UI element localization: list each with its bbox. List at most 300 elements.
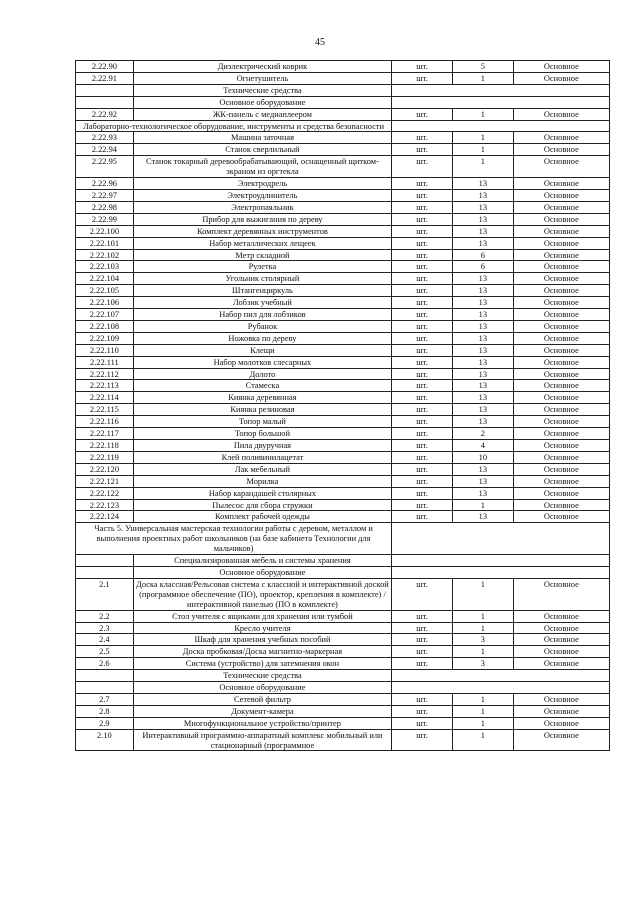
table-row	[76, 72, 610, 84]
item-name: Прибор для выжигания по дереву	[133, 213, 391, 225]
item-category: Основное	[513, 634, 609, 646]
table-row	[76, 646, 610, 658]
item-unit: шт.	[392, 201, 453, 213]
table-row	[76, 404, 610, 416]
table-row	[76, 693, 610, 705]
table-row	[76, 416, 610, 428]
item-unit: шт.	[392, 285, 453, 297]
item-quantity: 13	[452, 178, 513, 190]
item-quantity: 13	[452, 297, 513, 309]
item-name: Система (устройство) для затемнения окон	[133, 658, 391, 670]
item-number: 2.22.122	[76, 487, 134, 499]
item-category: Основное	[513, 404, 609, 416]
item-number: 2.22.113	[76, 380, 134, 392]
table-row	[76, 368, 610, 380]
item-unit: шт.	[392, 225, 453, 237]
item-category: Основное	[513, 178, 609, 190]
item-name: Киянка резиновая	[133, 404, 391, 416]
item-category: Основное	[513, 463, 609, 475]
table-row	[76, 201, 610, 213]
item-category: Основное	[513, 225, 609, 237]
item-quantity: 13	[452, 201, 513, 213]
table-row	[76, 249, 610, 261]
item-category: Основное	[513, 610, 609, 622]
item-name: Ножовка по дереву	[133, 332, 391, 344]
item-quantity: 1	[452, 717, 513, 729]
item-name: Рубанок	[133, 320, 391, 332]
item-unit: шт.	[392, 463, 453, 475]
item-name: Электродрель	[133, 178, 391, 190]
item-unit: шт.	[392, 332, 453, 344]
table-row	[76, 297, 610, 309]
item-name: Клей поливинилацетат	[133, 451, 391, 463]
item-name: Комплект рабочей одежды	[133, 511, 391, 523]
item-category: Основное	[513, 332, 609, 344]
item-quantity: 3	[452, 634, 513, 646]
item-unit: шт.	[392, 705, 453, 717]
item-unit: шт.	[392, 511, 453, 523]
item-name: Пылесос для сбора стружки	[133, 499, 391, 511]
item-number: 2.22.120	[76, 463, 134, 475]
item-quantity: 13	[452, 213, 513, 225]
item-name: Интерактивный программно-аппаратный комплекс мобильный или стационарный (программное	[133, 729, 391, 751]
item-name: Шкаф для хранения учебных пособий	[133, 634, 391, 646]
item-number: 2.5	[76, 646, 134, 658]
item-unit: шт.	[392, 392, 453, 404]
table-row	[76, 658, 610, 670]
item-unit: шт.	[392, 658, 453, 670]
section-row	[76, 523, 610, 555]
item-quantity: 1	[452, 499, 513, 511]
item-category: Основное	[513, 144, 609, 156]
item-unit: шт.	[392, 729, 453, 751]
item-number: 2.22.112	[76, 368, 134, 380]
section-empty-cell	[392, 555, 610, 567]
item-category: Основное	[513, 285, 609, 297]
item-name: Набор карандашей столярных	[133, 487, 391, 499]
item-number: 2.22.104	[76, 273, 134, 285]
section-row	[76, 120, 610, 132]
item-quantity: 4	[452, 440, 513, 452]
item-unit: шт.	[392, 499, 453, 511]
item-name: Машина заточная	[133, 132, 391, 144]
item-category: Основное	[513, 717, 609, 729]
item-name: Клещи	[133, 344, 391, 356]
item-quantity: 3	[452, 658, 513, 670]
item-category: Основное	[513, 392, 609, 404]
item-quantity: 13	[452, 392, 513, 404]
item-number: 2.22.118	[76, 440, 134, 452]
item-name: Станок токарный деревообрабатывающий, оснащенный щитком-экраном из оргтекла	[133, 156, 391, 178]
item-number: 2.22.108	[76, 320, 134, 332]
item-unit: шт.	[392, 380, 453, 392]
section-number-cell	[76, 84, 134, 96]
item-quantity: 6	[452, 249, 513, 261]
item-name: Станок сверлильный	[133, 144, 391, 156]
item-category: Основное	[513, 261, 609, 273]
item-number: 2.22.116	[76, 416, 134, 428]
section-row	[76, 670, 610, 682]
item-number: 2.22.95	[76, 156, 134, 178]
item-category: Основное	[513, 249, 609, 261]
item-number: 2.22.121	[76, 475, 134, 487]
item-number: 2.22.123	[76, 499, 134, 511]
item-name: Пила двуручная	[133, 440, 391, 452]
item-quantity: 13	[452, 309, 513, 321]
item-category: Основное	[513, 201, 609, 213]
item-number: 2.22.106	[76, 297, 134, 309]
item-category: Основное	[513, 499, 609, 511]
item-category: Основное	[513, 622, 609, 634]
section-row	[76, 96, 610, 108]
item-number: 2.22.94	[76, 144, 134, 156]
table-row	[76, 320, 610, 332]
item-number: 2.22.110	[76, 344, 134, 356]
item-number: 2.7	[76, 693, 134, 705]
item-number: 2.22.114	[76, 392, 134, 404]
table-row	[76, 144, 610, 156]
item-category: Основное	[513, 451, 609, 463]
item-unit: шт.	[392, 693, 453, 705]
item-quantity: 1	[452, 108, 513, 120]
item-name: Лобзик учебный	[133, 297, 391, 309]
section-empty-cell	[392, 120, 610, 132]
item-number: 2.22.98	[76, 201, 134, 213]
item-category: Основное	[513, 428, 609, 440]
item-category: Основное	[513, 578, 609, 610]
item-category: Основное	[513, 646, 609, 658]
item-quantity: 10	[452, 451, 513, 463]
page-number: 45	[315, 37, 325, 48]
table-row	[76, 344, 610, 356]
item-number: 2.3	[76, 622, 134, 634]
item-name: Набор молотков слесарных	[133, 356, 391, 368]
item-category: Основное	[513, 368, 609, 380]
item-number: 2.22.111	[76, 356, 134, 368]
section-row	[76, 84, 610, 96]
item-name: Многофункциональное устройство/принтер	[133, 717, 391, 729]
item-category: Основное	[513, 320, 609, 332]
section-number-cell	[76, 566, 134, 578]
table-row	[76, 578, 610, 610]
section-title: Технические средства	[133, 84, 391, 96]
item-unit: шт.	[392, 297, 453, 309]
item-category: Основное	[513, 213, 609, 225]
item-name: Метр складной	[133, 249, 391, 261]
section-title: Основное оборудование	[133, 682, 391, 694]
item-name: Долото	[133, 368, 391, 380]
item-quantity: 2	[452, 428, 513, 440]
item-category: Основное	[513, 108, 609, 120]
item-name: ЖК-панель с медиаплеером	[133, 108, 391, 120]
item-unit: шт.	[392, 273, 453, 285]
section-empty-cell	[392, 84, 610, 96]
item-unit: шт.	[392, 622, 453, 634]
item-category: Основное	[513, 356, 609, 368]
section-row	[76, 566, 610, 578]
section-number-cell	[76, 555, 134, 567]
item-unit: шт.	[392, 440, 453, 452]
item-name: Топор большой	[133, 428, 391, 440]
item-quantity: 13	[452, 285, 513, 297]
item-quantity: 13	[452, 475, 513, 487]
item-quantity: 13	[452, 344, 513, 356]
item-unit: шт.	[392, 213, 453, 225]
item-category: Основное	[513, 297, 609, 309]
item-name: Диэлектрический коврик	[133, 61, 391, 73]
item-category: Основное	[513, 309, 609, 321]
table-row	[76, 356, 610, 368]
item-category: Основное	[513, 729, 609, 751]
item-quantity: 13	[452, 189, 513, 201]
item-quantity: 1	[452, 729, 513, 751]
section-empty-cell	[392, 523, 610, 555]
item-number: 2.22.91	[76, 72, 134, 84]
table-row	[76, 499, 610, 511]
item-unit: шт.	[392, 237, 453, 249]
item-name: Топор малый	[133, 416, 391, 428]
section-number-cell	[76, 682, 134, 694]
item-category: Основное	[513, 189, 609, 201]
table-row	[76, 213, 610, 225]
item-quantity: 13	[452, 511, 513, 523]
item-number: 2.22.124	[76, 511, 134, 523]
item-unit: шт.	[392, 249, 453, 261]
item-number: 2.22.93	[76, 132, 134, 144]
item-unit: шт.	[392, 178, 453, 190]
table-row	[76, 309, 610, 321]
item-unit: шт.	[392, 189, 453, 201]
item-name: Электроудлинитель	[133, 189, 391, 201]
table-row	[76, 61, 610, 73]
item-quantity: 13	[452, 368, 513, 380]
item-name: Угольник столярный	[133, 273, 391, 285]
item-quantity: 13	[452, 380, 513, 392]
item-name: Набор пил для лобзиков	[133, 309, 391, 321]
item-name: Набор металлических лещеек	[133, 237, 391, 249]
item-quantity: 1	[452, 622, 513, 634]
item-quantity: 1	[452, 693, 513, 705]
table-row	[76, 380, 610, 392]
item-number: 2.22.105	[76, 285, 134, 297]
item-quantity: 1	[452, 610, 513, 622]
item-quantity: 6	[452, 261, 513, 273]
item-quantity: 1	[452, 144, 513, 156]
item-number: 2.22.101	[76, 237, 134, 249]
table-row	[76, 332, 610, 344]
item-category: Основное	[513, 237, 609, 249]
item-number: 2.1	[76, 578, 134, 610]
item-unit: шт.	[392, 428, 453, 440]
table-row	[76, 440, 610, 452]
item-name: Кресло учителя	[133, 622, 391, 634]
section-title: Лабораторно-технологическое оборудование, инструменты и средства безопасности	[76, 120, 392, 132]
item-quantity: 13	[452, 320, 513, 332]
item-number: 2.22.103	[76, 261, 134, 273]
item-name: Стамеска	[133, 380, 391, 392]
item-category: Основное	[513, 487, 609, 499]
item-number: 2.22.107	[76, 309, 134, 321]
item-quantity: 1	[452, 646, 513, 658]
table-row	[76, 132, 610, 144]
table-row	[76, 108, 610, 120]
item-unit: шт.	[392, 356, 453, 368]
item-name: Доска пробковая/Доска магнитно-маркерная	[133, 646, 391, 658]
section-title: Часть 5. Универсальная мастерская технологии работы с деревом, металлом и выполнения проектных работ школьников (на базе кабинета Технологии для мальчиков)	[76, 523, 392, 555]
item-quantity: 13	[452, 416, 513, 428]
item-number: 2.22.90	[76, 61, 134, 73]
section-number-cell	[76, 96, 134, 108]
table-row	[76, 285, 610, 297]
item-name: Сетевой фильтр	[133, 693, 391, 705]
item-name: Электропаяльник	[133, 201, 391, 213]
item-name: Киянка деревянная	[133, 392, 391, 404]
table-row	[76, 178, 610, 190]
item-number: 2.2	[76, 610, 134, 622]
item-name: Лак мебельный	[133, 463, 391, 475]
item-number: 2.9	[76, 717, 134, 729]
table-row	[76, 273, 610, 285]
table-row	[76, 463, 610, 475]
item-unit: шт.	[392, 475, 453, 487]
table-row	[76, 189, 610, 201]
item-name: Огнетушитель	[133, 72, 391, 84]
item-name: Доска классная/Рельсовая система с классной и интерактивной доской (программное обеспечение (ПО), проектор, крепления в комплекте) / интерактивной панелью (ПО в комплекте)	[133, 578, 391, 610]
table-row	[76, 261, 610, 273]
item-unit: шт.	[392, 344, 453, 356]
table-row	[76, 225, 610, 237]
item-number: 2.22.92	[76, 108, 134, 120]
item-unit: шт.	[392, 451, 453, 463]
table-row	[76, 428, 610, 440]
item-name: Стол учителя с ящиками для хранения или тумбой	[133, 610, 391, 622]
item-number: 2.22.117	[76, 428, 134, 440]
item-unit: шт.	[392, 416, 453, 428]
item-quantity: 13	[452, 487, 513, 499]
section-title: Основное оборудование	[133, 566, 391, 578]
item-category: Основное	[513, 273, 609, 285]
item-quantity: 13	[452, 463, 513, 475]
item-category: Основное	[513, 416, 609, 428]
item-quantity: 13	[452, 332, 513, 344]
item-category: Основное	[513, 72, 609, 84]
section-title: Специализированная мебель и системы хранения	[133, 555, 391, 567]
item-name: Морилка	[133, 475, 391, 487]
item-name: Комплект деревянных инструментов	[133, 225, 391, 237]
table-row	[76, 156, 610, 178]
item-category: Основное	[513, 511, 609, 523]
item-number: 2.22.96	[76, 178, 134, 190]
table-row	[76, 237, 610, 249]
table-row	[76, 610, 610, 622]
item-unit: шт.	[392, 610, 453, 622]
section-empty-cell	[392, 566, 610, 578]
item-unit: шт.	[392, 72, 453, 84]
table-row	[76, 487, 610, 499]
item-unit: шт.	[392, 404, 453, 416]
item-category: Основное	[513, 380, 609, 392]
item-quantity: 1	[452, 132, 513, 144]
item-unit: шт.	[392, 61, 453, 73]
item-quantity: 13	[452, 225, 513, 237]
item-unit: шт.	[392, 156, 453, 178]
section-title: Основное оборудование	[133, 96, 391, 108]
section-row	[76, 555, 610, 567]
item-number: 2.22.97	[76, 189, 134, 201]
item-category: Основное	[513, 132, 609, 144]
table-row	[76, 729, 610, 751]
item-unit: шт.	[392, 368, 453, 380]
section-empty-cell	[392, 96, 610, 108]
item-quantity: 13	[452, 356, 513, 368]
table-row	[76, 392, 610, 404]
item-name: Штангенциркуль	[133, 285, 391, 297]
item-name: Документ-камера	[133, 705, 391, 717]
item-quantity: 5	[452, 61, 513, 73]
item-category: Основное	[513, 693, 609, 705]
item-number: 2.22.99	[76, 213, 134, 225]
item-unit: шт.	[392, 108, 453, 120]
item-category: Основное	[513, 156, 609, 178]
item-quantity: 1	[452, 156, 513, 178]
table-row	[76, 622, 610, 634]
equipment-table	[75, 60, 610, 751]
item-quantity: 1	[452, 578, 513, 610]
section-title: Технические средства	[133, 670, 391, 682]
item-category: Основное	[513, 61, 609, 73]
item-name: Рулетка	[133, 261, 391, 273]
item-unit: шт.	[392, 309, 453, 321]
item-number: 2.6	[76, 658, 134, 670]
item-unit: шт.	[392, 717, 453, 729]
table-row	[76, 634, 610, 646]
item-number: 2.22.115	[76, 404, 134, 416]
item-number: 2.8	[76, 705, 134, 717]
item-number: 2.4	[76, 634, 134, 646]
item-number: 2.10	[76, 729, 134, 751]
item-category: Основное	[513, 658, 609, 670]
item-quantity: 13	[452, 404, 513, 416]
item-number: 2.22.109	[76, 332, 134, 344]
item-number: 2.22.102	[76, 249, 134, 261]
item-quantity: 13	[452, 237, 513, 249]
table-row	[76, 475, 610, 487]
item-quantity: 13	[452, 273, 513, 285]
item-category: Основное	[513, 440, 609, 452]
item-unit: шт.	[392, 320, 453, 332]
section-empty-cell	[392, 670, 610, 682]
item-unit: шт.	[392, 487, 453, 499]
table-row	[76, 717, 610, 729]
table-row	[76, 705, 610, 717]
section-empty-cell	[392, 682, 610, 694]
item-quantity: 1	[452, 705, 513, 717]
item-number: 2.22.100	[76, 225, 134, 237]
section-row	[76, 682, 610, 694]
section-number-cell	[76, 670, 134, 682]
table-row	[76, 451, 610, 463]
item-category: Основное	[513, 344, 609, 356]
item-unit: шт.	[392, 578, 453, 610]
item-unit: шт.	[392, 646, 453, 658]
item-category: Основное	[513, 705, 609, 717]
item-unit: шт.	[392, 261, 453, 273]
table-row	[76, 511, 610, 523]
item-category: Основное	[513, 475, 609, 487]
item-number: 2.22.119	[76, 451, 134, 463]
item-unit: шт.	[392, 132, 453, 144]
item-quantity: 1	[452, 72, 513, 84]
